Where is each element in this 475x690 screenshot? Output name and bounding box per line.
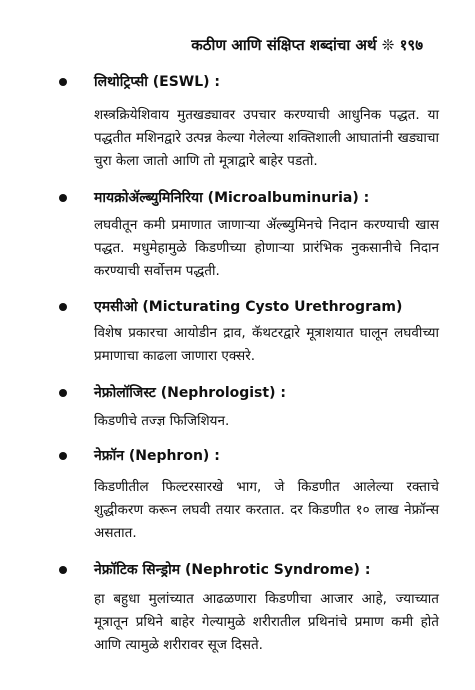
running-header: कठीण आणि संक्षिप्त शब्दांचा अर्थ ❊ १९७ xyxy=(191,36,423,54)
entry-term: नेफ्रॉन (Nephron) : xyxy=(94,448,220,464)
bullet-icon xyxy=(59,452,67,460)
entry-definition: शस्त्रक्रियेशिवाय मुतखड्यावर उपचार करण्याची आधुनिक पद्धत. या पद्धतीत मशिनद्वारे उत्पन्न केल्या गेलेल्या शक्तिशाली आघातांनी खड्याचा चुरा केला जातो आणि तो मूत्राद्वारे बाहेर पडतो. xyxy=(94,107,439,169)
entry-term: नेफ्रॉटिक सिन्ड्रोम (Nephrotic Syndrome) : xyxy=(94,562,371,578)
entry-term: मायक्रोॲल्ब्युमिनिरिया (Microalbuminuria) : xyxy=(94,190,370,206)
entry-definition: किडणीचे तज्ज्ञ फिजिशियन. xyxy=(94,413,230,429)
entry-definition: किडणीतील फिल्टरसारखे भाग, जे किडणीत आलेल्या रक्ताचे शुद्धीकरण करून लघवी तयार करतात. दर किडणीत १० लाख नेफ्रॉन्स असतात. xyxy=(94,479,439,541)
bullet-icon xyxy=(59,194,67,202)
bullet-icon xyxy=(59,389,67,397)
entry-term: एमसीओ (Micturating Cysto Urethrogram) xyxy=(94,299,403,315)
entry-definition: लघवीतून कमी प्रमाणात जाणाऱ्या ॲल्ब्युमिनचे निदान करण्याची खास पद्धत. मधुमेहामुळे किडणीच्या होणाऱ्या प्रारंभिक नुकसानीचे निदान करण्याची सर्वोत्तम पद्धती. xyxy=(94,217,439,279)
bullet-icon xyxy=(59,78,67,86)
bullet-icon xyxy=(59,566,67,574)
entry-term: नेफ्रोलॉजिस्ट (Nephrologist) : xyxy=(94,385,286,401)
entry-definition: हा बहुधा मुलांच्यात आढळणारा किडणीचा आजार आहे, ज्याच्यात मूत्रातून प्रथिने बाहेर गेल्यामुळे शरीरातील प्रथिनांचे प्रमाण कमी होते आणि त्यामुळे शरीरावर सूज दिसते. xyxy=(94,591,439,653)
bullet-icon xyxy=(59,303,67,311)
entry-term: लिथोट्रिप्सी (ESWL) : xyxy=(94,74,221,90)
entry-definition: विशेष प्रकारचा आयोडीन द्राव, कॅथटरद्वारे मूत्राशयात घालून लघवीच्या प्रमाणाचा काढला जाणारा एक्सरे. xyxy=(94,325,439,364)
